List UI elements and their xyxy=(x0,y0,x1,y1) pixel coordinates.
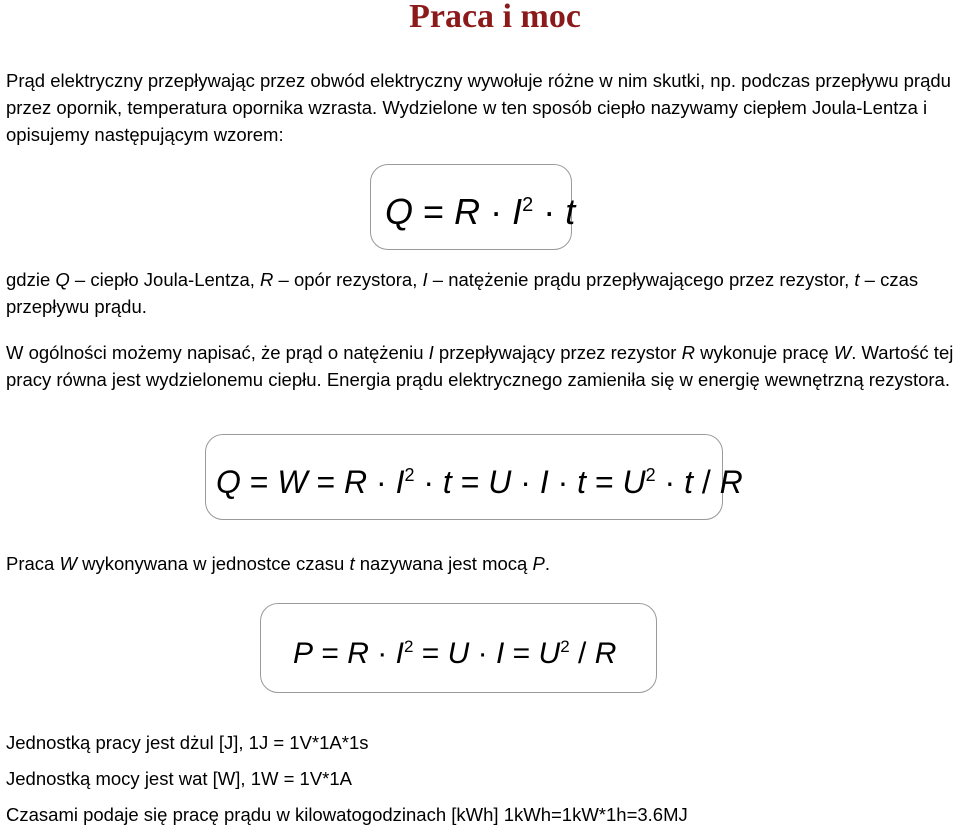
fw-i2: I xyxy=(539,463,549,500)
fw-t1: t xyxy=(442,463,452,500)
pd-text-2: wykonywana w jednostce czasu xyxy=(76,553,350,574)
fp-u1: U xyxy=(447,637,470,670)
fw-u1: U xyxy=(488,463,512,500)
def-symbol-q: Q xyxy=(55,269,70,290)
pd-symbol-t: t xyxy=(349,553,355,574)
unit-kwh: Czasami podaje się pracę prądu w kilowatogodzinach [kWh] 1kWh=1kW*1h=3.6MJ xyxy=(6,804,688,825)
general-paragraph xyxy=(6,339,956,393)
fw-eq4: = xyxy=(594,463,614,500)
fp-u2: U xyxy=(538,637,561,670)
def-text-1: gdzie xyxy=(6,269,56,290)
def-text-2: – ciepło Joula-Lentza, xyxy=(69,269,261,290)
fw-dot5: · xyxy=(664,463,676,500)
gen-symbol-r: R xyxy=(681,342,695,363)
formula-heat-i: I xyxy=(512,191,523,232)
formula-heat-exp: 2 xyxy=(522,194,534,216)
pd-text-4: . xyxy=(544,553,550,574)
fw-dot4: · xyxy=(557,463,569,500)
fp-eq2: = xyxy=(421,637,440,670)
fw-t3: t xyxy=(684,463,693,500)
formula-heat-dot1: · xyxy=(490,191,503,232)
power-definition xyxy=(6,553,550,575)
pd-symbol-p: P xyxy=(532,553,545,574)
fp-i2: I xyxy=(495,637,505,670)
fp-dot2: · xyxy=(477,637,488,670)
fw-r: R xyxy=(344,463,368,500)
def-symbol-r: R xyxy=(260,269,274,290)
gen-text-4: . Wartość tej pracy równa jest wydzielonemu ciepłu. Energia prądu elektrycznego zamieniła się w energię wewnętrzną rezystora. xyxy=(6,342,954,390)
fp-i1: I xyxy=(395,637,404,670)
fw-eq2: = xyxy=(316,463,336,500)
formula-heat-r: R xyxy=(454,191,481,232)
definitions-paragraph xyxy=(6,266,956,320)
def-text-4: – natężenie prądu przepływającego przez rezystor, xyxy=(427,269,855,290)
fp-p: P xyxy=(293,637,314,670)
fw-q: Q xyxy=(216,463,241,500)
formula-heat xyxy=(385,185,575,232)
pd-text-3: nazywana jest mocą xyxy=(354,553,533,574)
gen-text-2: przepływający przez rezystor xyxy=(433,342,682,363)
unit-work: Jednostką pracy jest dżul [J], 1J = 1V*1A*1s xyxy=(6,732,369,753)
def-text-3: – opór rezystora, xyxy=(273,269,423,290)
formula-heat-eq: = xyxy=(423,191,445,232)
def-symbol-t: t xyxy=(854,269,860,290)
fw-eq1: = xyxy=(249,463,269,500)
formula-heat-dot2: · xyxy=(543,191,556,232)
fw-r2: R xyxy=(719,463,743,500)
fw-dot2: · xyxy=(423,463,435,500)
fw-exp1: 2 xyxy=(404,465,415,485)
fp-exp1: 2 xyxy=(403,637,414,656)
formula-work xyxy=(216,455,743,502)
formula-heat-t: t xyxy=(565,191,576,232)
formula-box-heat xyxy=(370,164,576,250)
fp-eq3: = xyxy=(512,637,531,670)
def-symbol-i: I xyxy=(422,269,428,290)
formula-power xyxy=(293,627,616,674)
fp-slash: / xyxy=(578,637,587,670)
gen-text-1: W ogólności możemy napisać, że prąd o natężeniu xyxy=(6,342,429,363)
formula-box-power xyxy=(260,603,657,693)
page-title: Praca i moc xyxy=(409,0,581,35)
unit-power: Jednostką mocy jest wat [W], 1W = 1V*1A xyxy=(6,768,352,789)
formula-box-work xyxy=(205,434,743,520)
fp-r: R xyxy=(347,637,369,670)
formula-heat-q: Q xyxy=(385,191,414,232)
fw-dot1: · xyxy=(376,463,387,500)
fp-eq1: = xyxy=(321,637,339,670)
fw-exp2: 2 xyxy=(645,465,656,485)
fw-slash: / xyxy=(701,463,711,500)
pd-symbol-w: W xyxy=(59,553,77,574)
intro-paragraph: Prąd elektryczny przepływając przez obwód elektryczny wywołuje różne w nim skutki, np. podczas przepływu prądu przez opornik, temperatura opornika wzrasta. Wydzielone w ten sposób ciepło nazywamy ciepłem Joula-Lentza i opisujemy następującym wzorem: xyxy=(6,70,951,145)
def-text-5: – czas przepływu prądu. xyxy=(6,269,919,317)
fw-t2: t xyxy=(577,463,587,500)
fp-dot1: · xyxy=(377,637,388,670)
gen-symbol-w: W xyxy=(833,342,852,363)
fw-i1: I xyxy=(395,463,405,500)
fw-w: W xyxy=(277,463,308,500)
fw-eq3: = xyxy=(460,463,480,500)
pd-text-1: Praca xyxy=(6,553,60,574)
fw-dot3: · xyxy=(520,463,531,500)
fw-u2: U xyxy=(622,463,646,500)
gen-symbol-i: I xyxy=(428,342,434,363)
gen-text-3: wykonuje pracę xyxy=(694,342,834,363)
fp-r2: R xyxy=(594,637,617,670)
fp-exp2: 2 xyxy=(560,637,570,656)
